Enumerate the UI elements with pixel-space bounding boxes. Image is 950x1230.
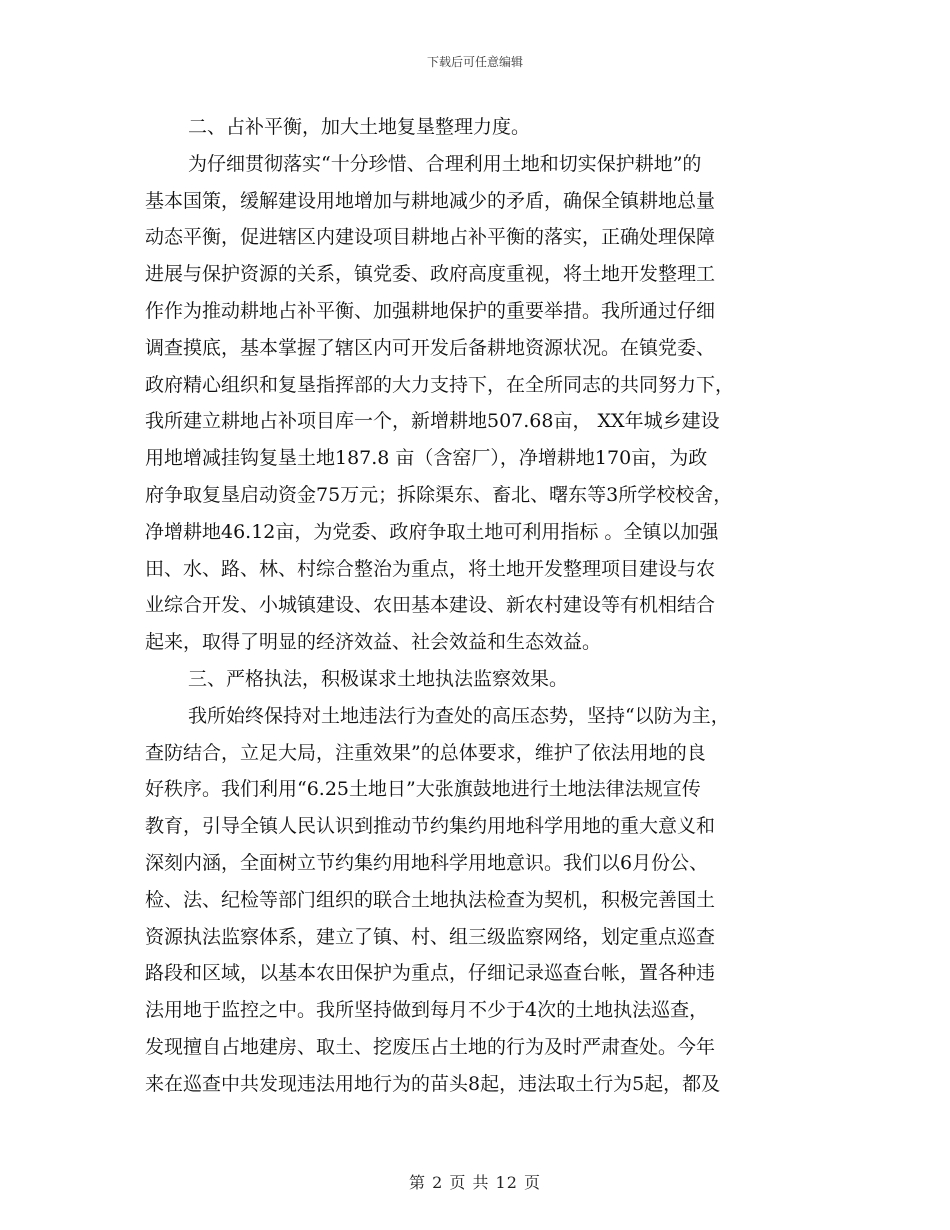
paragraph-line: 调查摸底，基本掌握了辖区内可开发后备耕地资源状况。在镇党委、 bbox=[145, 336, 716, 359]
page-number-footer: 第 2 页 共 12 页 bbox=[409, 1173, 541, 1192]
paragraph-line: 起来，取得了明显的经济效益、社会效益和生态效益。 bbox=[145, 631, 602, 654]
section-heading: 二、占补平衡，加大土地复垦整理力度。 bbox=[188, 116, 531, 138]
page-header: 下载后可任意编辑 bbox=[426, 55, 523, 69]
paragraph-line: 府争取复垦启动资金75万元；拆除渠东、畜北、曙东等3所学校校舍， bbox=[145, 483, 733, 506]
paragraph-line: 田、水、路、林、村综合整治为重点，将土地开发整理项目建设与农 bbox=[145, 557, 716, 580]
paragraph-line: 净增耕地46.12亩，为党委、政府争取土地可利用指标 。全镇以加强 bbox=[145, 520, 719, 543]
paragraph-line: 基本国策，缓解建设用地增加与耕地减少的矛盾，确保全镇耕地总量 bbox=[145, 189, 716, 212]
paragraph-line: 查防结合，立足大局，注重效果”的总体要求，维护了依法用地的良 bbox=[145, 741, 706, 764]
paragraph-line: 政府精心组织和复垦指挥部的大力支持下，在全所同志的共同努力下， bbox=[145, 373, 735, 396]
paragraph-line: 教育，引导全镇人民认识到推动节约集约用地科学用地的重大意义和 bbox=[145, 815, 716, 838]
paragraph-line: 我所始终保持对土地违法行为查处的高压态势，坚持“以防为主， bbox=[188, 704, 730, 727]
paragraph-line: 来在巡查中共发现违法用地行为的苗头8起，违法取土行为5起，都及 bbox=[145, 1072, 721, 1095]
paragraph-line: 检、法、纪检等部门组织的联合土地执法检查为契机，积极完善国土 bbox=[145, 888, 716, 911]
paragraph-line: 为仔细贯彻落实“十分珍惜、合理利用土地和切实保护耕地”的 bbox=[188, 152, 702, 175]
paragraph-line: 用地增减挂钩复垦土地187.8 亩（含窑厂），净增耕地170亩，为政 bbox=[145, 447, 708, 470]
paragraph-line: 进展与保护资源的关系，镇党委、政府高度重视，将土地开发整理工 bbox=[145, 263, 716, 286]
paragraph-line: 业综合开发、小城镇建设、农田基本建设、新农村建设等有机相结合 bbox=[145, 594, 716, 617]
paragraph-line: 我所建立耕地占补项目库一个，新增耕地507.68亩， XX年城乡建设 bbox=[145, 410, 720, 433]
paragraph-line: 深刻内涵，全面树立节约集约用地科学用地意识。我们以6月份公、 bbox=[145, 851, 709, 874]
document-body bbox=[145, 109, 810, 1103]
paragraph-line: 法用地于监控之中。我所坚持做到每月不少于4次的土地执法巡查， bbox=[145, 999, 709, 1022]
paragraph-line: 好秩序。我们利用“6.25土地日”大张旗鼓地进行土地法律法规宣传 bbox=[145, 778, 701, 801]
section-heading: 三、严格执法，积极谋求土地执法监察效果。 bbox=[188, 667, 569, 690]
paragraph-line: 发现擅自占地建房、取土、挖废压占土地的行为及时严肃查处。今年 bbox=[145, 1035, 716, 1058]
paragraph-line: 资源执法监察体系，建立了镇、村、组三级监察网络，划定重点巡查 bbox=[145, 925, 716, 948]
paragraph-line: 作作为推动耕地占补平衡、加强耕地保护的重要举措。我所通过仔细 bbox=[145, 299, 716, 322]
paragraph-line: 动态平衡，促进辖区内建设项目耕地占补平衡的落实，正确处理保障 bbox=[145, 226, 716, 249]
paragraph-line: 路段和区域，以基本农田保护为重点，仔细记录巡查台帐，置各种违 bbox=[145, 962, 716, 985]
